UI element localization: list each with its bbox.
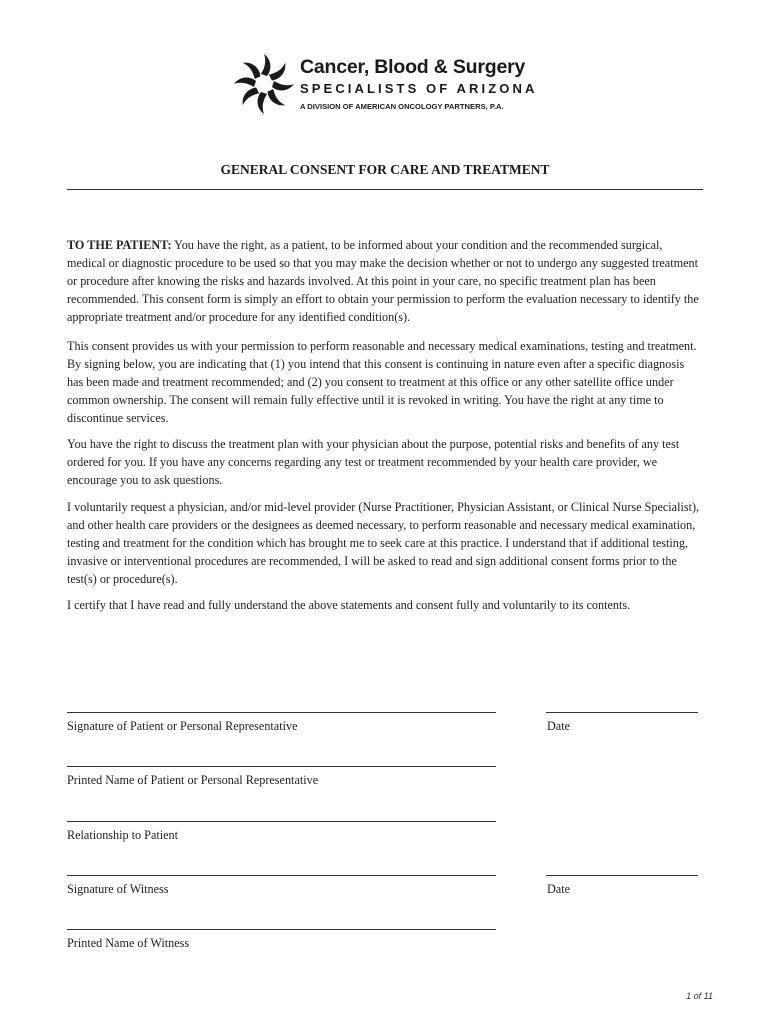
relationship-label: Relationship to Patient (67, 828, 179, 842)
date-label-2: Date (547, 882, 571, 896)
company-name: Cancer, Blood & Surgery (300, 56, 526, 78)
witness-signature-label: Signature of Witness (67, 882, 169, 896)
patient-signature-label: Signature of Patient or Personal Representative (67, 719, 298, 733)
company-logo (232, 52, 552, 122)
title-divider (67, 189, 703, 190)
company-subtitle: SPECIALISTS OF ARIZONA (300, 81, 538, 96)
consent-body (67, 236, 703, 623)
paragraph-lead: TO THE PATIENT: (67, 238, 172, 252)
witness-printed-name-label: Printed Name of Witness (67, 936, 190, 950)
page-title: GENERAL CONSENT FOR CARE AND TREATMENT (220, 162, 550, 177)
witness-signature-line[interactable] (67, 875, 496, 876)
relationship-line[interactable] (67, 821, 496, 822)
date-line-1[interactable] (546, 712, 698, 713)
page-number: 1 of 11 (686, 991, 713, 1001)
witness-printed-name-line[interactable] (67, 929, 496, 930)
date-label-1: Date (547, 719, 571, 733)
patient-signature-line[interactable] (67, 712, 496, 713)
paragraph-certification: I certify that I have read and fully understand the above statements and consent fully and voluntarily to its contents. (67, 598, 631, 612)
printed-name-label: Printed Name of Patient or Personal Representative (67, 773, 319, 787)
paragraph-right-to-discuss: You have the right to discuss the treatment plan with your physician about the purpose, potential risks and benefits of any test ordered for you. If you have any concerns regarding any test or treatment recommended by your health care provider, we encourage you to ask questions. (67, 437, 680, 487)
paragraph-text: You have the right, as a patient, to be informed about your condition and the recommended surgical, medical or diagnostic procedure to be used so that you may make the decision whether or not to undergo any suggested treatment or procedure after knowing the risks and hazards involved. At this point in your care, no specific treatment plan has been recommended. This consent form is simply an effort to obtain your permission to perform the evaluation necessary to identify the appropriate treatment and/or procedure for any identified condition(s). (67, 238, 699, 324)
pinwheel-logo-icon (232, 52, 296, 116)
paragraph-to-the-patient (67, 236, 703, 326)
date-line-2[interactable] (546, 875, 698, 876)
paragraph-voluntary-request: I voluntarily request a physician, and/or mid-level provider (Nurse Practitioner, Physician Assistant, or Clinical Nurse Specialist), and other health care providers or the designees as deemed necessary, to perform reasonable and necessary medical examination, testing and treatment for the condition which has brought me to seek care at this practice. I understand that if additional testing, invasive or interventional procedures are recommended, I will be asked to read and sign additional consent forms prior to the test(s) or procedure(s). (67, 499, 700, 586)
paragraph-consent-scope: This consent provides us with your permission to perform reasonable and necessary medical examinations, testing and treatment. By signing below, you are indicating that (1) you intend that this consent is continuing in nature even after a specific diagnosis has been made and treatment recommended; and (2) you consent to treatment at this office or any other satellite office under common ownership. The consent will remain fully effective until it is revoked in writing. You have the right at any time to discontinue services. (67, 338, 697, 425)
printed-name-line[interactable] (67, 766, 496, 767)
company-division: A DIVISION OF AMERICAN ONCOLOGY PARTNERS, P.A. (300, 102, 504, 111)
